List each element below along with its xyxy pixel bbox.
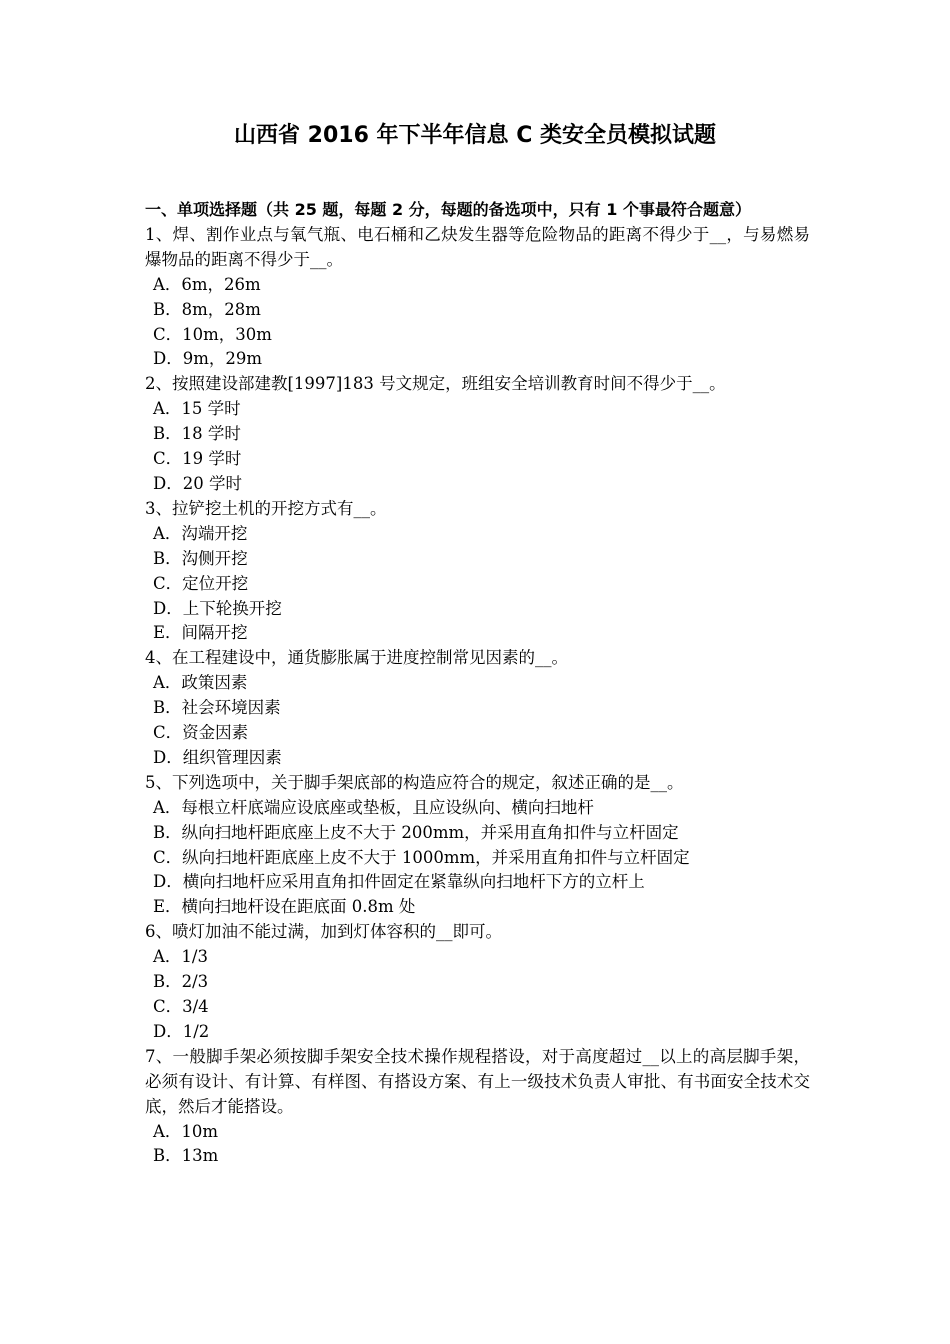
document-title: 山西省 2016 年下半年信息 C 类安全员模拟试题	[233, 123, 716, 148]
option-a: A．政策因素	[153, 673, 248, 693]
option-a: A．6m，26m	[153, 274, 261, 294]
question-1	[145, 223, 810, 372]
option-d: D．20 学时	[153, 473, 242, 493]
option-a: A．每根立杆底端应设底座或垫板，且应设纵向、横向扫地杆	[153, 797, 594, 817]
option-b: B．社会环境因素	[153, 698, 281, 718]
option-c: C．10m，30m	[153, 324, 272, 344]
option-b: B．18 学时	[153, 424, 241, 444]
option-c: C．定位开挖	[153, 573, 249, 593]
option-a: A．沟端开挖	[153, 523, 248, 543]
option-d: D．9m，29m	[153, 349, 263, 369]
question-stem: 7、一般脚手架必须按脚手架安全技术操作规程搭设，对于高度超过__以上的高层脚手架，必须有设计、有计算、有样图、有搭设方案、有上一级技术负责人审批、有书面安全技术交底，然后才能搭设。	[145, 1046, 810, 1116]
question-2	[145, 372, 810, 497]
option-d: D．横向扫地杆应采用直角扣件固定在紧靠纵向扫地杆下方的立杆上	[153, 872, 645, 892]
question-7	[145, 1045, 810, 1170]
question-4	[145, 646, 810, 771]
option-b: B．13m	[153, 1146, 219, 1166]
question-stem: 5、下列选项中，关于脚手架底部的构造应符合的规定，叙述正确的是__。	[145, 772, 684, 792]
option-c: C．19 学时	[153, 449, 242, 469]
question-stem: 1、焊、割作业点与氧气瓶、电石桶和乙炔发生器等危险物品的距离不得少于__，与易燃易爆物品的距离不得少于__。	[145, 224, 810, 269]
option-c: C．资金因素	[153, 723, 249, 743]
option-b: B．纵向扫地杆距底座上皮不大于 200mm，并采用直角扣件与立杆固定	[153, 822, 679, 842]
section-heading: 一、单项选择题（共 25 题，每题 2 分，每题的备选项中，只有 1 个事最符合题意）	[145, 200, 751, 219]
option-c: C．3/4	[153, 997, 209, 1016]
option-b: B．沟侧开挖	[153, 548, 248, 568]
question-5	[145, 771, 810, 920]
option-a: A．1/3	[153, 947, 208, 967]
question-stem: 2、按照建设部建教[1997]183 号文规定，班组安全培训教育时间不得少于__。	[145, 374, 726, 394]
question-3	[145, 497, 810, 646]
question-6	[145, 920, 810, 1045]
option-a: A．15 学时	[153, 399, 241, 419]
option-c: C．纵向扫地杆距底座上皮不大于 1000mm，并采用直角扣件与立杆固定	[153, 847, 690, 867]
question-stem: 3、拉铲挖土机的开挖方式有__。	[145, 498, 387, 518]
option-d: D．1/2	[153, 1021, 210, 1041]
option-b: B．8m，28m	[153, 299, 261, 319]
document-body	[145, 198, 810, 1169]
option-b: B．2/3	[153, 972, 209, 992]
option-d: D．上下轮换开挖	[153, 598, 282, 618]
option-e: E．间隔开挖	[153, 623, 248, 643]
option-e: E．横向扫地杆设在距底面 0.8m 处	[153, 897, 416, 917]
question-stem: 4、在工程建设中，通货膨胀属于进度控制常见因素的__。	[145, 648, 568, 668]
option-d: D．组织管理因素	[153, 747, 282, 767]
question-stem: 6、喷灯加油不能过满，加到灯体容积的__即可。	[145, 922, 502, 942]
option-a: A．10m	[153, 1121, 219, 1141]
